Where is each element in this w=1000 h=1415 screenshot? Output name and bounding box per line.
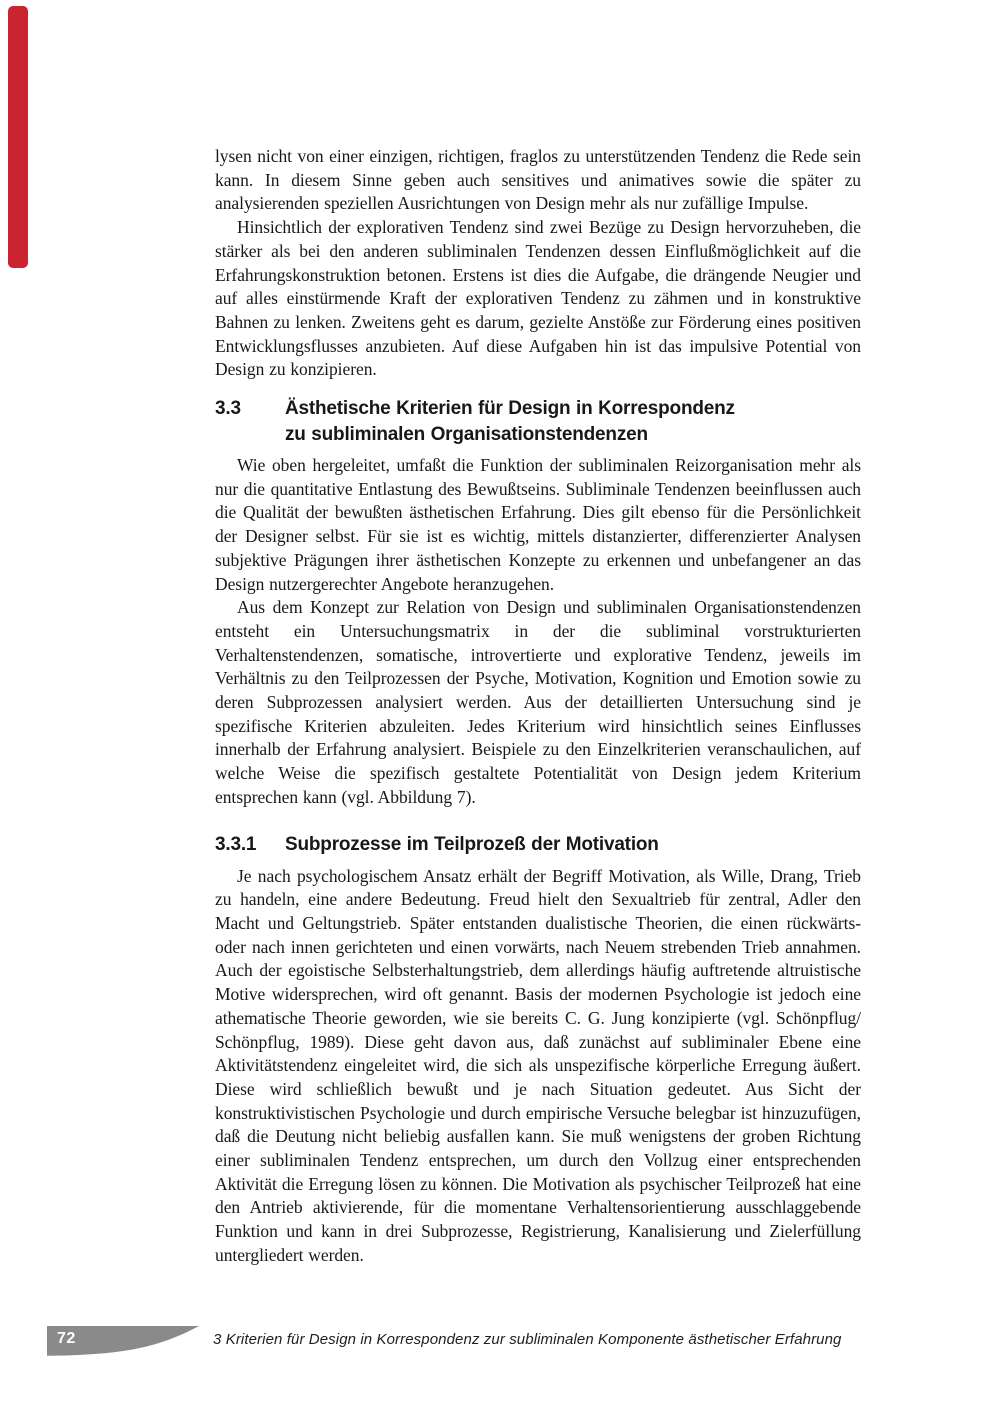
- subsection-title: Subprozesse im Teilprozeß der Motivation: [285, 833, 659, 855]
- chapter-index-tab-shape: [8, 6, 28, 268]
- body-paragraph-4: Aus dem Konzept zur Relation von Design und subliminalen Organisationstendenzen entsteht ein Untersuchungsmatrix in der die subliminal vorstrukturierten Verhaltenstendenzen, somatische, introvertierte und explorative Tendenz, jeweils im Verhältnis zu den Teilprozessen der Psyche, Motivation, Kognition und Emotion sowie zu deren Subprozessen analysiert werden. Aus der detaillierten Untersuchung sind je spezifische Kriterien abzuleiten. Jedes Kriterium wird hinsichtlich seines Einflusses innerhalb der Erfahrung analysiert. Beispiele zu den Einzelkriterien veranschaulichen, auf welche Weise die spezifisch gestaltete Potentialität von Design jedem Kriterium entsprechen kann (vgl. Abbildung 7).: [215, 597, 861, 807]
- section-heading: [215, 396, 861, 448]
- section-number: 3.3: [215, 398, 241, 420]
- page-number: 72: [57, 1330, 76, 1347]
- section-title-line2: zu subliminalen Organisationstendenzen: [285, 424, 648, 446]
- section-title: [285, 396, 861, 448]
- page-footer: [0, 1326, 1000, 1366]
- subsection-heading: [215, 832, 861, 858]
- page-content: [215, 145, 861, 1268]
- body-paragraph-3: Wie oben hergeleitet, umfaßt die Funktion der subliminalen Reizorganisation mehr als nur die quantitative Entlastung des Bewußtseins. Subliminale Tendenzen beeinflussen auch die Qualität der bewußten ästhetischen Erfahrung. Dies gilt ebenso für die Persönlichkeit der Designer selbst. Für sie ist es wichtig, mittels distanzierter, differenzierter Analysen subjektive Prägungen ihrer ästhetischen Konzepte zu erkennen und unbefangener an das Design nutzergerechter Angebote heranzugehen.: [215, 455, 861, 594]
- subsection-number: 3.3.1: [215, 833, 257, 855]
- running-title: 3 Kriterien für Design in Korrespondenz zur subliminalen Komponente ästhetischer Erfahrung: [213, 1331, 842, 1348]
- body-paragraph-5: Je nach psychologischem Ansatz erhält der Begriff Motivation, als Wille, Drang, Trieb zu handeln, eine andere Bedeutung. Freud hielt den Sexualtrieb für zentral, Adler den Macht und Geltungstrieb. Später entstanden dualistische Theorien, die einen rückwärts- oder nach innen gerichteten und einen vorwärts, nach Neuem strebenden Trieb annahmen. Auch der egoistische Selbsterhaltungstrieb, dem allerdings häufig auftretende altruistische Motive widersprechen, wird oft genannt. Basis der modernen Psychologie ist jedoch eine athematische Theorie geworden, wie sie bereits C. G. Jung konzipierte (vgl. Schönpflug/ Schönpflug, 1989). Diese geht davon aus, daß zunächst auf subliminaler Ebene eine Aktivitätstendenz eingeleitet wird, die sich als unspezifische körperliche Erregung äußert. Diese wird schließlich bewußt und je nach Situation gedeutet. Aus Sicht der konstruktivistischen Psychologie und durch empirische Versuche belegbar ist hinzuzufügen, daß die Deutung nicht beliebig ausfallen kann. Sie muß wenigstens der groben Richtung einer subliminalen Tendenz entsprechen, um durch den Vollzug einer entsprechenden Aktivität die Erregung lösen zu können. Die Motivation als psychischer Teilprozeß hat eine den Antrieb aktivierende, für die momentane Verhaltensorientierung ausschlaggebende Funktion und kann in drei Subprozesse, Registrierung, Kanalisierung und Zielerfüllung untergliedert werden.: [215, 865, 861, 1265]
- body-paragraph-2: Hinsichtlich der explorativen Tendenz sind zwei Bezüge zu Design hervorzuheben, die stärker als bei den anderen subliminalen Tendenzen dessen Einflußmöglichkeit auf die Erfahrungskonstruktion betonen. Erstens ist dies die Aufgabe, die drängende Neugier und auf alles einstürmende Kraft der explorativen Tendenz zu zähmen und in konstruktive Bahnen zu lenken. Zweitens geht es darum, gezielte Anstöße zur Förderung eines positiven Entwicklungsflusses anzubieten. Auf diese Aufgaben hin ist das impulsive Potential von Design zu konzipieren.: [215, 217, 861, 380]
- body-paragraph-1: lysen nicht von einer einzigen, richtigen, fraglos zu unterstützenden Tendenz die Rede sein kann. In diesem Sinne geben auch sensitives und animatives sowie die später zu analysierenden speziellen Ausrichtungen von Design mehr als nur zufällige Impulse.: [215, 146, 861, 214]
- section-title-line1: Ästhetische Kriterien für Design in Korrespondenz: [285, 398, 735, 420]
- chapter-index-tab: [8, 6, 28, 268]
